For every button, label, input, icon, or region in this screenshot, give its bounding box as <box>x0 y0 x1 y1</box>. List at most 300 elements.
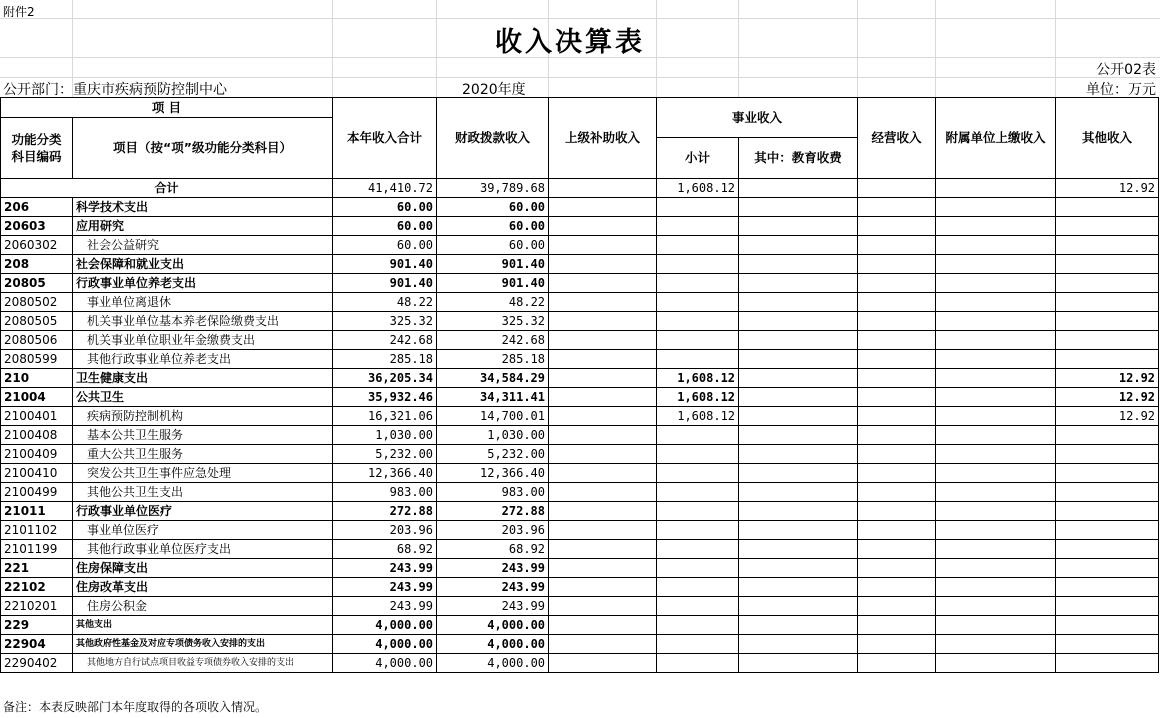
edu-cell <box>739 236 858 255</box>
func-code-cell: 21004 <box>1 388 73 407</box>
gridline <box>857 0 858 97</box>
func-code-cell: 20805 <box>1 274 73 293</box>
table-row <box>1 635 1159 654</box>
table-row <box>1 274 1159 293</box>
func-code-cell: 2060302 <box>1 236 73 255</box>
subtotal-cell <box>657 426 739 445</box>
total-cell: 4,000.00 <box>333 654 437 673</box>
operating-cell <box>858 578 936 597</box>
table-row <box>1 616 1159 635</box>
sheet-header-area <box>0 0 1160 97</box>
subtotal-cell <box>657 616 739 635</box>
superior-cell <box>549 597 657 616</box>
fiscal-cell: 203.96 <box>437 521 549 540</box>
table-row <box>1 502 1159 521</box>
item-name-cell: 其他政府性基金及对应专项债务收入安排的支出 <box>73 635 333 654</box>
item-name-cell: 住房公积金 <box>73 597 333 616</box>
other-cell <box>1056 350 1159 369</box>
total-cell: 901.40 <box>333 274 437 293</box>
fiscal-cell: 60.00 <box>437 217 549 236</box>
item-name-cell: 事业单位医疗 <box>73 521 333 540</box>
header-total: 本年收入合计 <box>333 98 437 179</box>
edu-cell <box>739 179 858 198</box>
fiscal-cell: 48.22 <box>437 293 549 312</box>
fiscal-cell: 14,700.01 <box>437 407 549 426</box>
edu-cell <box>739 312 858 331</box>
operating-cell <box>858 616 936 635</box>
func-code-cell: 2100409 <box>1 445 73 464</box>
other-cell: 12.92 <box>1056 388 1159 407</box>
item-name-cell: 卫生健康支出 <box>73 369 333 388</box>
superior-cell <box>549 483 657 502</box>
affiliated-cell <box>936 236 1056 255</box>
total-cell: 325.32 <box>333 312 437 331</box>
subtotal-cell <box>657 635 739 654</box>
other-cell <box>1056 540 1159 559</box>
total-cell: 285.18 <box>333 350 437 369</box>
total-cell: 4,000.00 <box>333 635 437 654</box>
total-cell: 41,410.72 <box>333 179 437 198</box>
other-cell: 12.92 <box>1056 407 1159 426</box>
superior-cell <box>549 350 657 369</box>
func-code-cell: 2101102 <box>1 521 73 540</box>
table-row <box>1 464 1159 483</box>
item-name-cell: 社会公益研究 <box>73 236 333 255</box>
affiliated-cell <box>936 635 1056 654</box>
header-func-code: 功能分类 科目编码 <box>1 118 73 179</box>
edu-cell <box>739 578 858 597</box>
table-row <box>1 540 1159 559</box>
item-name-cell: 其他行政事业单位医疗支出 <box>73 540 333 559</box>
operating-cell <box>858 445 936 464</box>
subtotal-cell <box>657 578 739 597</box>
other-cell: 12.92 <box>1056 179 1159 198</box>
fiscal-cell: 60.00 <box>437 236 549 255</box>
operating-cell <box>858 597 936 616</box>
affiliated-cell <box>936 407 1056 426</box>
superior-cell <box>549 217 657 236</box>
affiliated-cell <box>936 597 1056 616</box>
operating-cell <box>858 198 936 217</box>
edu-cell <box>739 559 858 578</box>
operating-cell <box>858 331 936 350</box>
operating-cell <box>858 464 936 483</box>
func-code-cell: 2080505 <box>1 312 73 331</box>
superior-cell <box>549 274 657 293</box>
other-cell <box>1056 483 1159 502</box>
income-table <box>0 97 1159 673</box>
table-row <box>1 521 1159 540</box>
item-name-cell: 行政事业单位医疗 <box>73 502 333 521</box>
fiscal-cell: 5,232.00 <box>437 445 549 464</box>
affiliated-cell <box>936 274 1056 293</box>
item-name-cell: 行政事业单位养老支出 <box>73 274 333 293</box>
superior-cell <box>549 540 657 559</box>
table-row <box>1 559 1159 578</box>
fiscal-cell: 272.88 <box>437 502 549 521</box>
affiliated-cell <box>936 502 1056 521</box>
edu-cell <box>739 331 858 350</box>
edu-cell <box>739 521 858 540</box>
affiliated-cell <box>936 654 1056 673</box>
affiliated-cell <box>936 179 1056 198</box>
table-row <box>1 426 1159 445</box>
table-body <box>1 179 1159 673</box>
table-row <box>1 597 1159 616</box>
subtotal-cell: 1,608.12 <box>657 388 739 407</box>
edu-cell <box>739 198 858 217</box>
other-cell <box>1056 616 1159 635</box>
edu-cell <box>739 407 858 426</box>
unit-label: 单位：万元 <box>1086 82 1156 98</box>
func-code-cell: 2080502 <box>1 293 73 312</box>
total-cell: 243.99 <box>333 559 437 578</box>
operating-cell <box>858 350 936 369</box>
item-name-cell: 应用研究 <box>73 217 333 236</box>
item-name-cell: 机关事业单位基本养老保险缴费支出 <box>73 312 333 331</box>
operating-cell <box>858 483 936 502</box>
superior-cell <box>549 502 657 521</box>
edu-cell <box>739 274 858 293</box>
total-cell: 272.88 <box>333 502 437 521</box>
operating-cell <box>858 559 936 578</box>
header-superior: 上级补助收入 <box>549 98 657 179</box>
fiscal-cell: 68.92 <box>437 540 549 559</box>
total-row <box>1 179 1159 198</box>
item-name-cell: 社会保障和就业支出 <box>73 255 333 274</box>
fiscal-cell: 4,000.00 <box>437 635 549 654</box>
other-cell <box>1056 521 1159 540</box>
header-other: 其他收入 <box>1056 98 1159 179</box>
edu-cell <box>739 540 858 559</box>
subtotal-cell <box>657 445 739 464</box>
superior-cell <box>549 198 657 217</box>
func-code-cell: 22102 <box>1 578 73 597</box>
edu-cell <box>739 255 858 274</box>
subtotal-cell <box>657 597 739 616</box>
table-row <box>1 331 1159 350</box>
operating-cell <box>858 635 936 654</box>
total-cell: 68.92 <box>333 540 437 559</box>
superior-cell <box>549 426 657 445</box>
header-item-name: 项目（按“项”级功能分类科目） <box>73 118 333 179</box>
subtotal-cell <box>657 293 739 312</box>
func-code-cell: 2100410 <box>1 464 73 483</box>
table-row <box>1 255 1159 274</box>
operating-cell <box>858 388 936 407</box>
fiscal-cell: 243.99 <box>437 559 549 578</box>
operating-cell <box>858 217 936 236</box>
operating-cell <box>858 654 936 673</box>
superior-cell <box>549 369 657 388</box>
table-row <box>1 388 1159 407</box>
edu-cell <box>739 445 858 464</box>
subtotal-cell <box>657 654 739 673</box>
superior-cell <box>549 616 657 635</box>
affiliated-cell <box>936 540 1056 559</box>
affiliated-cell <box>936 331 1056 350</box>
func-code-cell: 2100408 <box>1 426 73 445</box>
superior-cell <box>549 236 657 255</box>
other-cell <box>1056 274 1159 293</box>
fiscal-cell: 243.99 <box>437 597 549 616</box>
fiscal-cell: 901.40 <box>437 274 549 293</box>
fiscal-cell: 285.18 <box>437 350 549 369</box>
other-cell <box>1056 597 1159 616</box>
total-cell: 243.99 <box>333 578 437 597</box>
table-row <box>1 236 1159 255</box>
item-name-cell: 其他地方自行试点项目收益专项债券收入安排的支出 <box>73 654 333 673</box>
item-name-cell: 其他公共卫生支出 <box>73 483 333 502</box>
header-operating: 经营收入 <box>858 98 936 179</box>
total-cell: 203.96 <box>333 521 437 540</box>
affiliated-cell <box>936 464 1056 483</box>
superior-cell <box>549 407 657 426</box>
affiliated-cell <box>936 388 1056 407</box>
table-row <box>1 578 1159 597</box>
operating-cell <box>858 179 936 198</box>
operating-cell <box>858 426 936 445</box>
gridline <box>0 77 1160 78</box>
func-code-cell: 2100499 <box>1 483 73 502</box>
item-name-cell: 住房改革支出 <box>73 578 333 597</box>
header-business-edu: 其中：教育收费 <box>739 138 858 179</box>
table-row <box>1 350 1159 369</box>
header-item-group: 项 目 <box>1 98 333 118</box>
total-cell: 901.40 <box>333 255 437 274</box>
fiscal-cell: 901.40 <box>437 255 549 274</box>
operating-cell <box>858 236 936 255</box>
func-code-cell: 2210201 <box>1 597 73 616</box>
superior-cell <box>549 312 657 331</box>
operating-cell <box>858 540 936 559</box>
subtotal-cell <box>657 502 739 521</box>
total-label: 合计 <box>1 179 333 198</box>
affiliated-cell <box>936 312 1056 331</box>
fiscal-cell: 243.99 <box>437 578 549 597</box>
affiliated-cell <box>936 293 1056 312</box>
total-cell: 1,030.00 <box>333 426 437 445</box>
func-code-cell: 2080599 <box>1 350 73 369</box>
edu-cell <box>739 616 858 635</box>
item-name-cell: 机关事业单位职业年金缴费支出 <box>73 331 333 350</box>
other-cell: 12.92 <box>1056 369 1159 388</box>
total-cell: 12,366.40 <box>333 464 437 483</box>
fiscal-cell: 12,366.40 <box>437 464 549 483</box>
footnote: 备注：本表反映部门本年度取得的各项收入情况。 <box>3 700 268 714</box>
subtotal-cell <box>657 350 739 369</box>
subtotal-cell <box>657 521 739 540</box>
other-cell <box>1056 198 1159 217</box>
fiscal-cell: 39,789.68 <box>437 179 549 198</box>
total-cell: 5,232.00 <box>333 445 437 464</box>
edu-cell <box>739 426 858 445</box>
affiliated-cell <box>936 350 1056 369</box>
affiliated-cell <box>936 198 1056 217</box>
table-row <box>1 312 1159 331</box>
form-number: 公开02表 <box>1096 62 1156 78</box>
total-cell: 60.00 <box>333 236 437 255</box>
gridline <box>0 18 1160 19</box>
operating-cell <box>858 502 936 521</box>
other-cell <box>1056 578 1159 597</box>
other-cell <box>1056 217 1159 236</box>
operating-cell <box>858 369 936 388</box>
func-code-cell: 208 <box>1 255 73 274</box>
affiliated-cell <box>936 521 1056 540</box>
subtotal-cell: 1,608.12 <box>657 407 739 426</box>
func-code-cell: 229 <box>1 616 73 635</box>
table-row <box>1 369 1159 388</box>
item-name-cell: 疾病预防控制机构 <box>73 407 333 426</box>
subtotal-cell <box>657 217 739 236</box>
operating-cell <box>858 312 936 331</box>
operating-cell <box>858 255 936 274</box>
subtotal-cell <box>657 312 739 331</box>
table-row <box>1 198 1159 217</box>
header-fiscal: 财政拨款收入 <box>437 98 549 179</box>
table-row <box>1 217 1159 236</box>
superior-cell <box>549 179 657 198</box>
other-cell <box>1056 293 1159 312</box>
total-cell: 16,321.06 <box>333 407 437 426</box>
superior-cell <box>549 331 657 350</box>
fiscal-cell: 34,584.29 <box>437 369 549 388</box>
operating-cell <box>858 521 936 540</box>
affiliated-cell <box>936 559 1056 578</box>
fiscal-cell: 1,030.00 <box>437 426 549 445</box>
fiscal-cell: 242.68 <box>437 331 549 350</box>
edu-cell <box>739 350 858 369</box>
total-cell: 60.00 <box>333 198 437 217</box>
fiscal-cell: 4,000.00 <box>437 654 549 673</box>
subtotal-cell: 1,608.12 <box>657 179 739 198</box>
table-row <box>1 293 1159 312</box>
table-row <box>1 654 1159 673</box>
item-name-cell: 其他支出 <box>73 616 333 635</box>
other-cell <box>1056 502 1159 521</box>
func-code-cell: 2101199 <box>1 540 73 559</box>
superior-cell <box>549 578 657 597</box>
other-cell <box>1056 464 1159 483</box>
affiliated-cell <box>936 426 1056 445</box>
total-cell: 242.68 <box>333 331 437 350</box>
edu-cell <box>739 464 858 483</box>
table-row <box>1 445 1159 464</box>
edu-cell <box>739 635 858 654</box>
item-name-cell: 事业单位离退休 <box>73 293 333 312</box>
header-affiliated: 附属单位上缴收入 <box>936 98 1056 179</box>
subtotal-cell <box>657 540 739 559</box>
func-code-cell: 221 <box>1 559 73 578</box>
subtotal-cell <box>657 464 739 483</box>
total-cell: 48.22 <box>333 293 437 312</box>
subtotal-cell <box>657 198 739 217</box>
total-cell: 983.00 <box>333 483 437 502</box>
func-code-cell: 210 <box>1 369 73 388</box>
edu-cell <box>739 654 858 673</box>
attachment-label: 附件2 <box>3 5 35 19</box>
subtotal-cell: 1,608.12 <box>657 369 739 388</box>
page-title: 收入决算表 <box>495 27 645 58</box>
affiliated-cell <box>936 217 1056 236</box>
gridline <box>1055 0 1056 97</box>
affiliated-cell <box>936 616 1056 635</box>
edu-cell <box>739 369 858 388</box>
edu-cell <box>739 388 858 407</box>
superior-cell <box>549 293 657 312</box>
header-business-subtotal: 小计 <box>657 138 739 179</box>
superior-cell <box>549 255 657 274</box>
subtotal-cell <box>657 255 739 274</box>
subtotal-cell <box>657 274 739 293</box>
superior-cell <box>549 654 657 673</box>
subtotal-cell <box>657 331 739 350</box>
subtotal-cell <box>657 236 739 255</box>
edu-cell <box>739 502 858 521</box>
operating-cell <box>858 293 936 312</box>
superior-cell <box>549 388 657 407</box>
affiliated-cell <box>936 483 1056 502</box>
affiliated-cell <box>936 445 1056 464</box>
other-cell <box>1056 255 1159 274</box>
fiscal-cell: 983.00 <box>437 483 549 502</box>
item-name-cell: 基本公共卫生服务 <box>73 426 333 445</box>
other-cell <box>1056 236 1159 255</box>
superior-cell <box>549 635 657 654</box>
func-code-cell: 21011 <box>1 502 73 521</box>
edu-cell <box>739 597 858 616</box>
func-code-cell: 2290402 <box>1 654 73 673</box>
department-label: 公开部门：重庆市疾病预防控制中心 <box>3 82 227 98</box>
operating-cell <box>858 407 936 426</box>
other-cell <box>1056 445 1159 464</box>
item-name-cell: 重大公共卫生服务 <box>73 445 333 464</box>
subtotal-cell <box>657 483 739 502</box>
superior-cell <box>549 521 657 540</box>
superior-cell <box>549 559 657 578</box>
other-cell <box>1056 312 1159 331</box>
fiscal-cell: 325.32 <box>437 312 549 331</box>
superior-cell <box>549 464 657 483</box>
table-row <box>1 483 1159 502</box>
item-name-cell: 住房保障支出 <box>73 559 333 578</box>
item-name-cell: 其他行政事业单位养老支出 <box>73 350 333 369</box>
func-code-cell: 20603 <box>1 217 73 236</box>
affiliated-cell <box>936 578 1056 597</box>
table-header <box>1 98 1159 179</box>
func-code-cell: 2100401 <box>1 407 73 426</box>
operating-cell <box>858 274 936 293</box>
total-cell: 243.99 <box>333 597 437 616</box>
fiscal-cell: 34,311.41 <box>437 388 549 407</box>
fiscal-cell: 60.00 <box>437 198 549 217</box>
func-code-cell: 22904 <box>1 635 73 654</box>
item-name-cell: 突发公共卫生事件应急处理 <box>73 464 333 483</box>
total-cell: 4,000.00 <box>333 616 437 635</box>
affiliated-cell <box>936 255 1056 274</box>
header-business: 事业收入 <box>657 98 858 138</box>
total-cell: 60.00 <box>333 217 437 236</box>
subtotal-cell <box>657 559 739 578</box>
item-name-cell: 科学技术支出 <box>73 198 333 217</box>
edu-cell <box>739 217 858 236</box>
total-cell: 36,205.34 <box>333 369 437 388</box>
other-cell <box>1056 635 1159 654</box>
func-code-cell: 2080506 <box>1 331 73 350</box>
other-cell <box>1056 426 1159 445</box>
item-name-cell: 公共卫生 <box>73 388 333 407</box>
